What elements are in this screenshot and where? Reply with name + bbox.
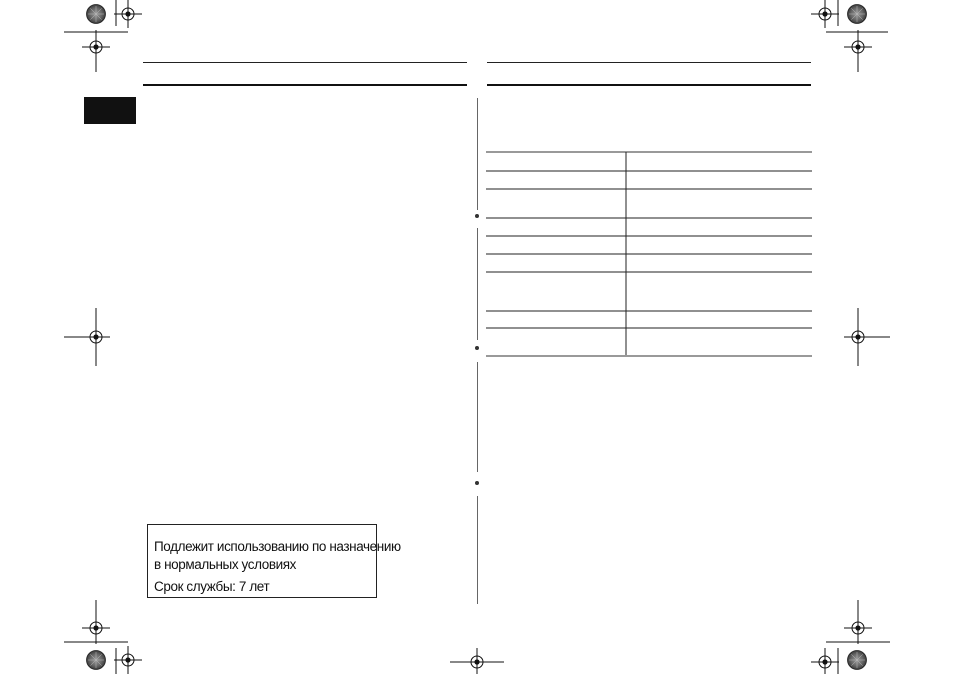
crosshair-target-icon xyxy=(811,648,839,674)
notice-line-2: в нормальных условиях xyxy=(154,557,297,572)
color-registration-disc-icon xyxy=(87,5,106,24)
right-header-rule-top xyxy=(487,62,811,63)
column-divider xyxy=(477,98,478,210)
right-header-rule-bottom xyxy=(487,84,811,86)
color-registration-disc-icon xyxy=(87,651,106,670)
column-divider xyxy=(477,362,478,472)
crosshair-target-icon xyxy=(114,0,142,28)
spec-table xyxy=(486,150,813,360)
notice-box xyxy=(147,524,401,598)
crosshair-target-icon xyxy=(114,646,142,674)
divider-dot xyxy=(475,346,479,350)
notice-line-3: Срок службы: 7 лет xyxy=(154,579,270,594)
left-header-rule-top xyxy=(143,62,467,63)
color-registration-disc-icon xyxy=(848,5,867,24)
column-divider xyxy=(477,228,478,340)
left-header-rule-bottom xyxy=(143,84,467,86)
notice-line-1: Подлежит использованию по назначению xyxy=(154,539,401,554)
crosshair-target-icon xyxy=(811,0,839,28)
color-registration-disc-icon xyxy=(848,651,867,670)
divider-dot xyxy=(475,214,479,218)
column-divider xyxy=(477,496,478,604)
divider-dot xyxy=(475,481,479,485)
language-tab xyxy=(84,97,136,124)
